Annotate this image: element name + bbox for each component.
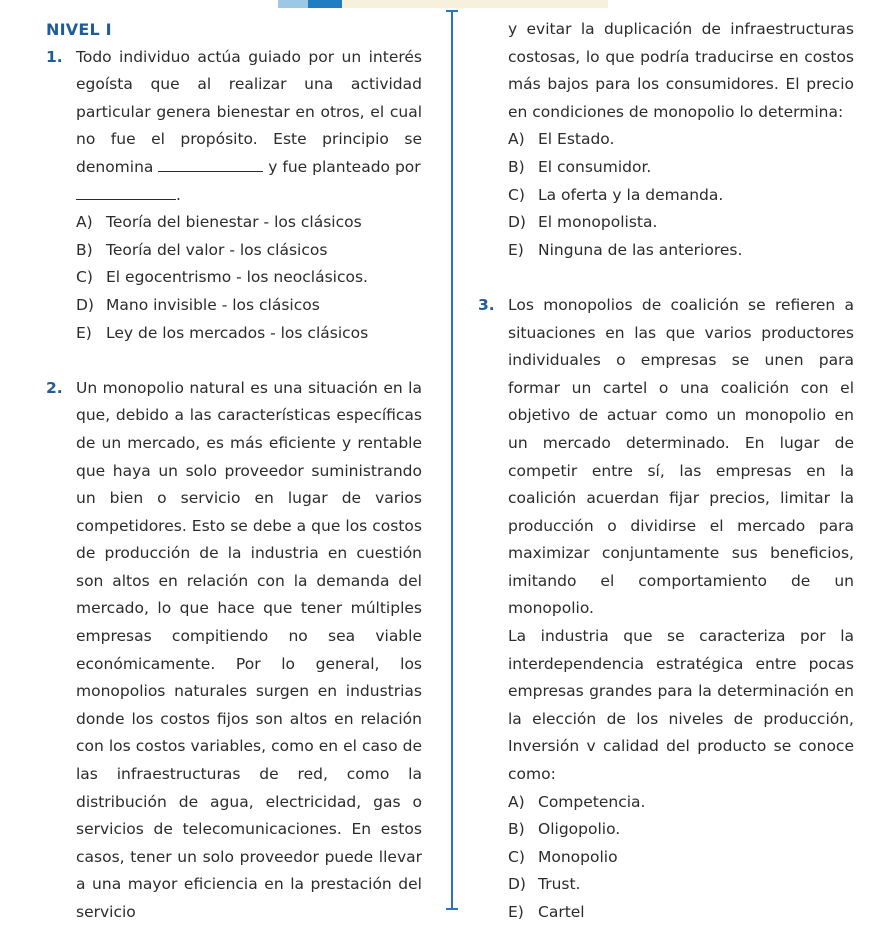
level-heading: NIVEL I	[46, 20, 112, 39]
top-bar-light-segment	[278, 0, 308, 8]
question-2	[46, 375, 422, 927]
right-column	[478, 16, 854, 927]
question-2-continuation: y evitar la duplicación de infraestructuras costosas, lo que podría traducirse en costos más bajos para los consumidores. El precio en condiciones de monopolio lo determina:	[508, 20, 854, 121]
question-1-text: Todo individuo actúa guiado por un interés egoísta que al realizar una actividad particular genera bienestar en otros, el cual no fue el propósito. Este principio se denomina	[76, 47, 422, 176]
question-1-number: 1.	[46, 47, 63, 66]
left-column	[46, 16, 422, 927]
q3-option-a[interactable]: A) Competencia.	[508, 792, 646, 811]
top-bar-dark-segment	[308, 0, 342, 8]
question-3-prompt: La industria que se caracteriza por la interdependencia estratégica entre pocas empresas grandes para la determinación en la elección de los niveles de producción, Inversión v calidad del producto se conoce como:	[508, 627, 854, 784]
q1-option-a[interactable]: A) Teoría del bienestar - los clásicos	[76, 213, 362, 232]
q1-option-c[interactable]: C) El egocentrismo - los neoclásicos.	[76, 268, 368, 287]
q3-option-e[interactable]: E) Cartel	[508, 903, 585, 921]
question-2-text: Un monopolio natural es una situación en la que, debido a las características específicas de un mercado, es más eficiente y rentable que haya un solo proveedor suministrando un bien o servicio en lugar de varios competidores. Esto se debe a que los costos de producción de la industria en cuestión son altos en relación con la demanda del mercado, lo que hace que tener múltiples empresas compitiendo no sea viable económicamente. Por lo general, los monopolios naturales surgen en industrias donde los costos fijos son altos en relación con los costos variables, como en el caso de las infraestructuras de red, como la distribución de agua, electricidad, gas o servicios de telecomunicaciones. En estos casos, tener un solo proveedor puede llevar a una mayor eficiencia en la prestación del servicio	[76, 378, 422, 921]
question-1-text-c: .	[176, 185, 181, 204]
answer-blank-1[interactable]	[158, 157, 263, 172]
q2-option-a[interactable]: A) El Estado.	[508, 130, 615, 149]
question-3-text: Los monopolios de coalición se refieren a situaciones en las que varios productores individuales o empresas se unen para formar un cartel o una coalición con el objetivo de actuar como un monopolio en un mercado determinado. En lugar de competir entre sí, las empresas en la coalición acuerdan fijar precios, limitar la producción o dividirse el mercado para maximizar conjuntamente sus beneficios, imitando el comportamiento de un monopolio.	[508, 295, 854, 618]
question-2-number: 2.	[46, 378, 63, 397]
column-divider	[451, 10, 453, 910]
question-1-text-b: y fue planteado por	[268, 157, 421, 176]
question-1	[46, 44, 422, 210]
q2-option-e[interactable]: E) Ninguna de las anteriores.	[508, 240, 743, 259]
q1-option-d[interactable]: D) Mano invisible - los clásicos	[76, 295, 320, 314]
top-bar-cream-segment	[342, 0, 608, 8]
question-3-number: 3.	[478, 295, 495, 314]
q1-option-e[interactable]: E) Ley de los mercados - los clásicos	[76, 323, 369, 342]
q2-option-b[interactable]: B) El consumidor.	[508, 157, 652, 176]
question-3	[478, 292, 854, 623]
q1-option-b[interactable]: B) Teoría del valor - los clásicos	[76, 240, 328, 259]
q3-option-b[interactable]: B) Oligopolio.	[508, 820, 621, 839]
q3-option-c[interactable]: C) Monopolio	[508, 847, 618, 866]
q2-option-d[interactable]: D) El monopolista.	[508, 213, 658, 232]
q2-option-c[interactable]: C) La oferta y la demanda.	[508, 185, 724, 204]
q3-option-d[interactable]: D) Trust.	[508, 875, 581, 894]
answer-blank-2[interactable]	[76, 185, 176, 200]
top-color-bar	[278, 0, 608, 8]
